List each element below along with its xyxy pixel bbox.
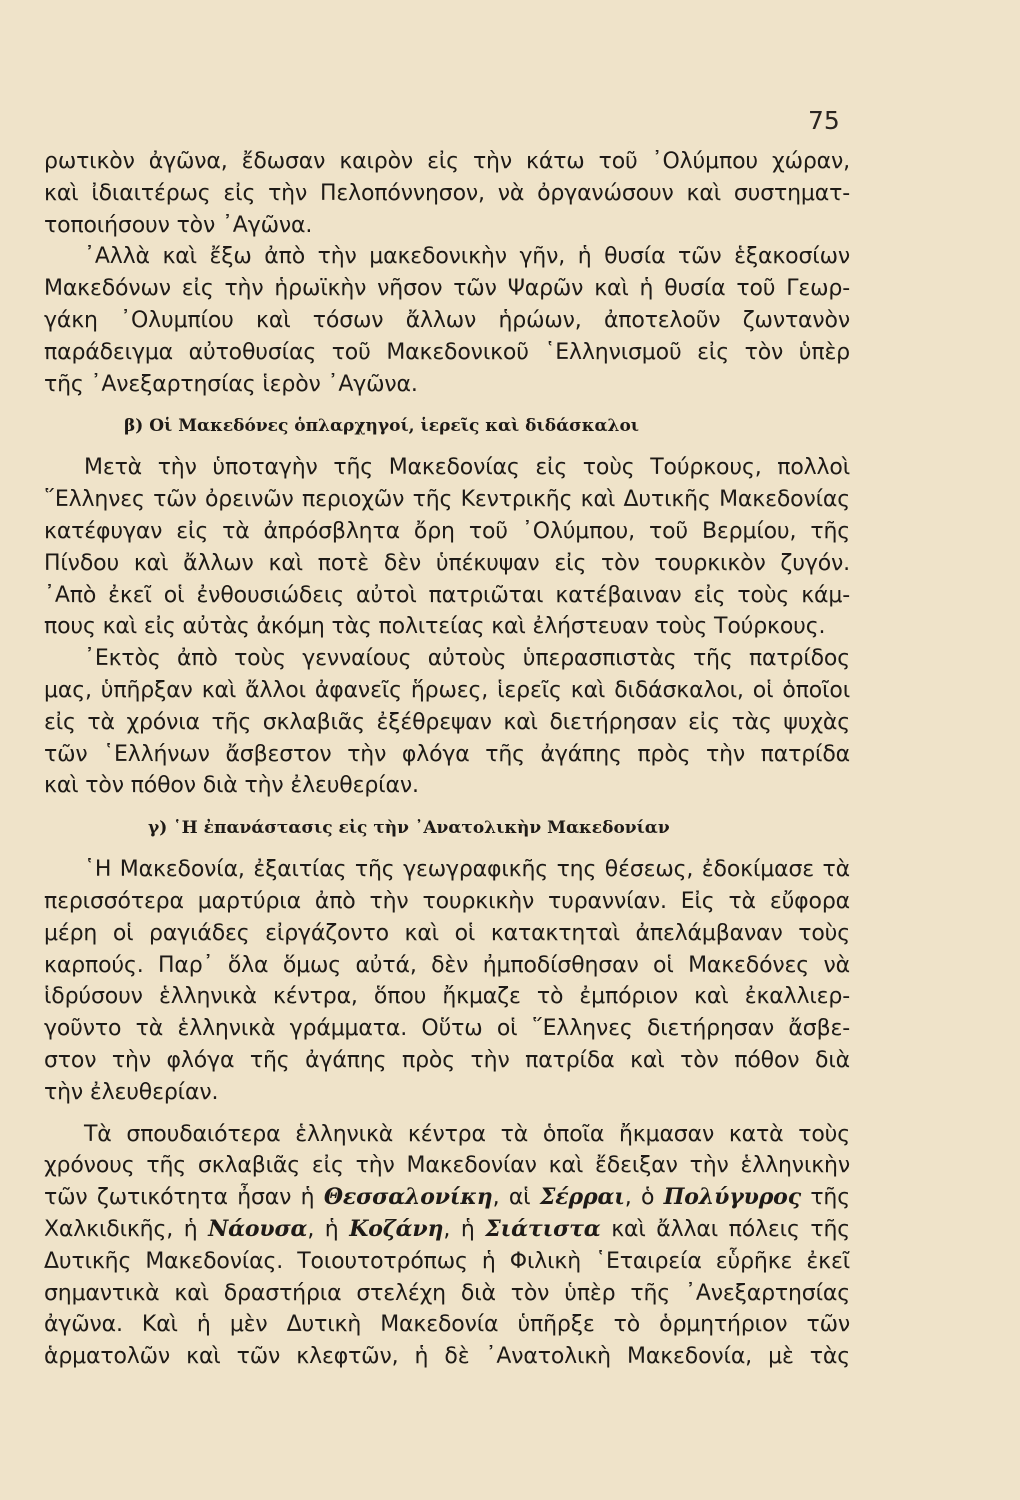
text-line bbox=[44, 1214, 850, 1246]
text-line: Τὰ σπουδαιότερα ἑλληνικὰ κέντρα τὰ ὁποῖα ἤκμασαν κατὰ τοὺς bbox=[84, 1121, 850, 1147]
place-name-polygyros: Πολύγυρος bbox=[663, 1184, 801, 1211]
section-heading-b: β) Οἱ Μακεδόνες ὁπλαρχηγοί, ἱερεῖς καὶ διδάσκαλοι bbox=[124, 416, 640, 437]
text-line: ῞Ελληνες τῶν ὀρεινῶν περιοχῶν τῆς Κεντρικῆς καὶ Δυτικῆς Μακεδονίας bbox=[44, 487, 850, 513]
text-line: ᾿Αλλὰ καὶ ἔξω ἀπὸ τὴν μακεδονικὴν γῆν, ἡ θυσία τῶν ἑξακοσίων bbox=[84, 244, 850, 270]
text-line: γάκη ᾿Ολυμπίου καὶ τόσων ἄλλων ἡρώων, ἀποτελοῦν ζωντανὸν bbox=[44, 307, 850, 333]
paragraph bbox=[44, 1119, 850, 1373]
paragraph bbox=[44, 854, 850, 1108]
place-name-serres: Σέρραι bbox=[539, 1184, 625, 1211]
text-line: ᾿Εκτὸς ἀπὸ τοὺς γενναίους αὐτοὺς ὑπερασπιστὰς τῆς πατρίδος bbox=[84, 646, 850, 672]
text-line: καρπούς. Παρ᾿ ὅλα ὅμως αὐτά, δὲν ἠμποδίσθησαν οἱ Μακεδόνες νὰ bbox=[44, 952, 850, 978]
section-heading-c: γ) ῾Η ἐπανάστασις εἰς τὴν ᾿Ανατολικὴν Μακεδονίαν bbox=[148, 818, 670, 839]
place-name-kozani: Κοζάνη bbox=[349, 1215, 444, 1242]
text-line: εἰς τὰ χρόνια τῆς σκλαβιᾶς ἐξέθρεψαν καὶ διετήρησαν εἰς τὰς ψυχὰς bbox=[44, 709, 850, 735]
text-line: καὶ ἰδιαιτέρως εἰς τὴν Πελοπόννησον, νὰ ὀργανώσουν καὶ συστηματ- bbox=[44, 180, 850, 206]
text-line: χρόνους τῆς σκλαβιᾶς εἰς τὴν Μακεδονίαν καὶ ἔδειξαν τὴν ἑλληνικὴν bbox=[44, 1153, 850, 1179]
text-line: Μετὰ τὴν ὑποταγὴν τῆς Μακεδονίας εἰς τοὺς Τούρκους, πολλοὶ bbox=[84, 455, 850, 481]
text-line: ἱδρύσουν ἑλληνικὰ κέντρα, ὅπου ἤκμαζε τὸ ἐμπόριον καὶ ἐκαλλιερ- bbox=[44, 984, 850, 1010]
text-line bbox=[44, 1182, 850, 1214]
paragraph bbox=[44, 146, 850, 241]
text-line: ρωτικὸν ἀγῶνα, ἔδωσαν καιρὸν εἰς τὴν κάτω τοῦ ᾿Ολύμπου χώραν, bbox=[44, 149, 850, 174]
text-line: καὶ τὸν πόθον διὰ τὴν ἐλευθερίαν. bbox=[44, 773, 419, 799]
text-line: ἁρματολῶν καὶ τῶν κλεφτῶν, ἡ δὲ ᾿Ανατολικὴ Μακεδονία, μὲ τὰς bbox=[44, 1344, 850, 1370]
text-line: μέρη οἱ ραγιάδες εἰργάζοντο καὶ οἱ κατακτηταὶ ἀπελάμβαναν τοὺς bbox=[44, 920, 850, 946]
text-line: ἀγῶνα. Καὶ ἡ μὲν Δυτικὴ Μακεδονία ὑπῆρξε τὸ ὁρμητήριον τῶν bbox=[44, 1312, 850, 1338]
text-run: καὶ ἄλλαι πόλεις τῆς bbox=[600, 1216, 851, 1242]
text-line: τῶν ῾Ελλήνων ἄσβεστον τὴν φλόγα τῆς ἀγάπης πρὸς τὴν πατρίδα bbox=[44, 741, 850, 767]
text-line: Δυτικῆς Μακεδονίας. Τοιουτοτρόπως ἡ Φιλικὴ ῾Εταιρεία εὗρῆκε ἐκεῖ bbox=[44, 1248, 850, 1274]
text-run: τῶν ζωτικότητα ἦσαν ἡ bbox=[44, 1185, 324, 1211]
text-line: Μακεδόνων εἰς τὴν ἡρωϊκὴν νῆσον τῶν Ψαρῶν καὶ ἡ θυσία τοῦ Γεωρ- bbox=[44, 276, 850, 302]
text-line: κατέφυγαν εἰς τὰ ἀπρόσβλητα ὄρη τοῦ ᾿Ολύμπου, τοῦ Βερμίου, τῆς bbox=[44, 518, 850, 544]
text-run: , αἱ bbox=[492, 1185, 540, 1211]
text-line: τὴν ἐλευθερίαν. bbox=[44, 1079, 219, 1105]
text-run: , ὁ bbox=[624, 1185, 664, 1211]
paragraph bbox=[44, 241, 850, 400]
paragraph bbox=[44, 643, 850, 802]
place-name-thessaloniki: Θεσσαλονίκη bbox=[323, 1184, 493, 1211]
text-line: σημαντικὰ καὶ δραστήρια στελέχη διὰ τὸν ὑπὲρ τῆς ᾿Ανεξαρτησίας bbox=[44, 1280, 850, 1306]
place-name-naousa: Νάουσα bbox=[208, 1215, 308, 1242]
text-line: παράδειγμα αὐτοθυσίας τοῦ Μακεδονικοῦ ῾Ελληνισμοῦ εἰς τὸν ὑπὲρ bbox=[44, 339, 850, 365]
text-run: Χαλκιδικῆς, ἡ bbox=[44, 1216, 209, 1242]
text-line: ῾Η Μακεδονία, ἐξαιτίας τῆς γεωγραφικῆς της θέσεως, ἐδοκίμασε τὰ bbox=[84, 857, 850, 883]
text-line: στον τὴν φλόγα τῆς ἀγάπης πρὸς τὴν πατρίδα καὶ τὸν πόθον διὰ bbox=[44, 1047, 850, 1073]
page-text bbox=[44, 146, 850, 1373]
text-line: Πίνδου καὶ ἄλλων καὶ ποτὲ δὲν ὑπέκυψαν εἰς τὸν τουρκικὸν ζυγόν. bbox=[44, 550, 850, 576]
text-line: γοῦντο τὰ ἑλληνικὰ γράμματα. Οὕτω οἱ ῞Ελληνες διετήρησαν ἄσβε- bbox=[44, 1016, 850, 1042]
text-run: , ἡ bbox=[307, 1216, 350, 1242]
place-name-siatista: Σιάτιστα bbox=[485, 1215, 601, 1242]
text-line: πους καὶ εἰς αὐτὰς ἀκόμη τὰς πολιτείας καὶ ἐλήστευαν τοὺς Τούρκους. bbox=[44, 614, 826, 640]
text-line: ᾿Απὸ ἐκεῖ οἱ ἐνθουσιώδεις αὐτοὶ πατριῶται κατέβαιναν εἰς τοὺς κάμ- bbox=[44, 582, 850, 608]
text-line: τοποιήσουν τὸν ᾿Αγῶνα. bbox=[44, 212, 313, 238]
paragraph bbox=[44, 452, 850, 643]
text-run: τῆς bbox=[800, 1185, 850, 1211]
text-run: , ἡ bbox=[443, 1216, 486, 1242]
text-line: μας, ὑπῆρξαν καὶ ἄλλοι ἀφανεῖς ἥρωες, ἱερεῖς καὶ διδάσκαλοι, οἱ ὁποῖοι bbox=[44, 677, 850, 703]
page-number: 75 bbox=[808, 106, 840, 135]
text-line: περισσότερα μαρτύρια ἀπὸ τὴν τουρκικὴν τυραννίαν. Εἰς τὰ εὔφορα bbox=[44, 888, 850, 914]
text-line: τῆς ᾿Ανεξαρτησίας ἱερὸν ᾿Αγῶνα. bbox=[44, 371, 418, 397]
